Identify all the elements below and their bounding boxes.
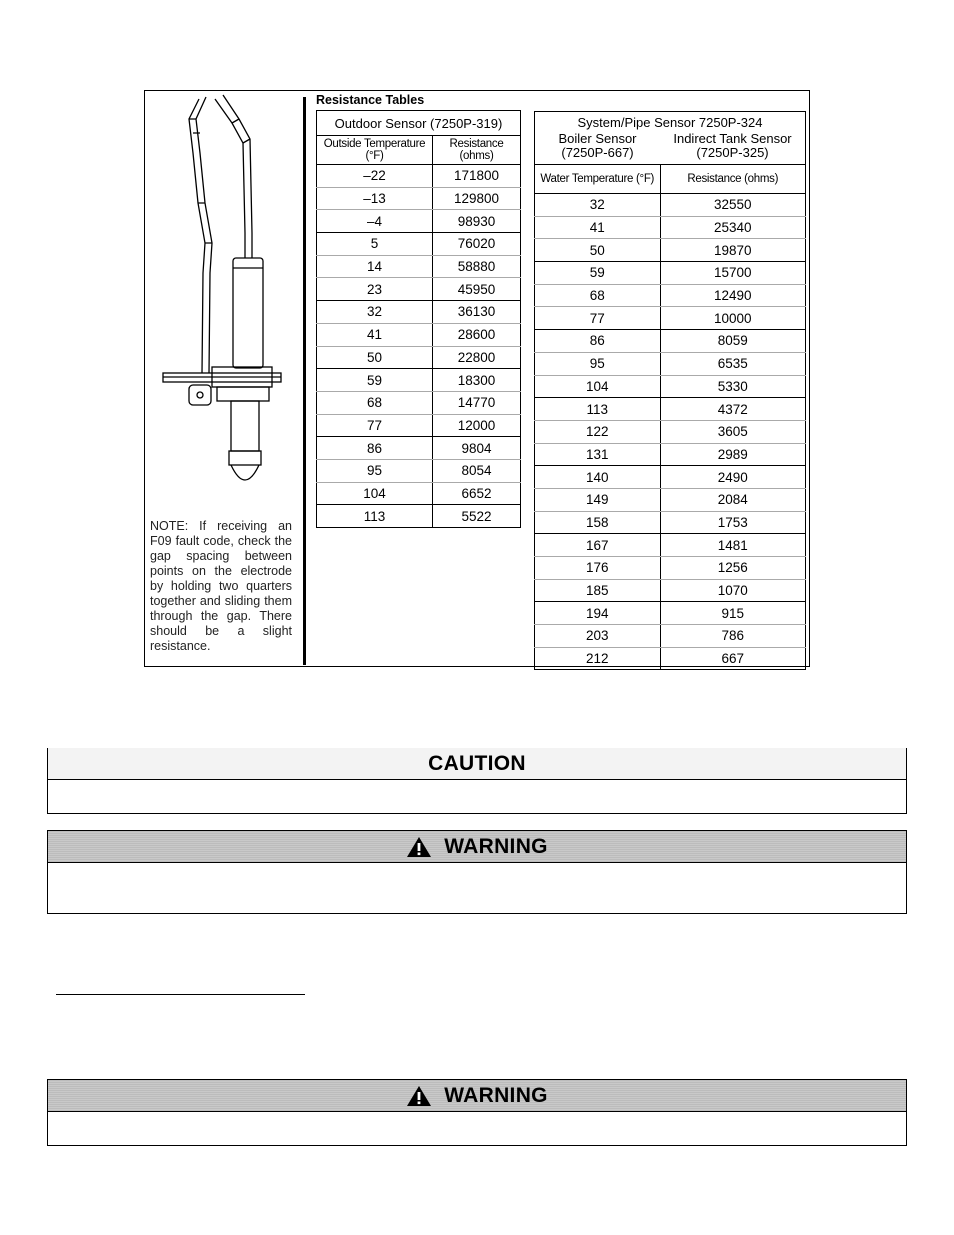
temperature-cell: 212 — [535, 647, 661, 670]
resistance-cell: 8059 — [660, 330, 806, 353]
temperature-cell: –13 — [317, 187, 433, 210]
resistance-cell: 58880 — [433, 255, 521, 278]
resistance-cell: 2084 — [660, 488, 806, 511]
resistance-cell: 171800 — [433, 165, 521, 188]
temperature-cell: 113 — [535, 398, 661, 421]
temperature-cell: 113 — [317, 505, 433, 528]
system-table-title: System/Pipe Sensor 7250P-324 — [535, 112, 806, 133]
temperature-cell: 95 — [317, 459, 433, 482]
resistance-cell: 786 — [660, 625, 806, 648]
temperature-cell: 77 — [317, 414, 433, 437]
temperature-cell: 104 — [535, 375, 661, 398]
temperature-cell: 32 — [317, 301, 433, 324]
resistance-cell: 129800 — [433, 187, 521, 210]
table-row — [317, 482, 521, 505]
table-row — [317, 255, 521, 278]
temperature-cell: 32 — [535, 194, 661, 217]
temperature-cell: 95 — [535, 352, 661, 375]
table-row — [535, 579, 806, 602]
resistance-cell: 18300 — [433, 369, 521, 392]
temperature-cell: 50 — [317, 346, 433, 369]
table-row — [317, 165, 521, 188]
resistance-cell: 28600 — [433, 323, 521, 346]
resistance-cell: 10000 — [660, 307, 806, 330]
table-row — [535, 625, 806, 648]
resistance-cell: 19870 — [660, 239, 806, 262]
figure-divider — [303, 97, 306, 665]
resistance-cell: 6535 — [660, 352, 806, 375]
resistance-cell: 8054 — [433, 459, 521, 482]
system-col-resistance: Resistance (ohms) — [660, 165, 806, 194]
resistance-cell: 3605 — [660, 420, 806, 443]
resistance-cell: 1070 — [660, 579, 806, 602]
table-row — [535, 262, 806, 285]
outdoor-col-resistance: Resistance (ohms) — [433, 136, 521, 165]
warning-header-1 — [48, 831, 906, 863]
temperature-cell: 41 — [535, 216, 661, 239]
table-row — [317, 391, 521, 414]
temperature-cell: 59 — [317, 369, 433, 392]
table-row — [535, 352, 806, 375]
resistance-cell: 32550 — [660, 194, 806, 217]
table-row — [317, 210, 521, 233]
temperature-cell: 140 — [535, 466, 661, 489]
underlined-heading-rule — [56, 994, 305, 995]
temperature-cell: 86 — [535, 330, 661, 353]
caution-box — [47, 748, 907, 814]
temperature-cell: 131 — [535, 443, 661, 466]
resistance-cell: 22800 — [433, 346, 521, 369]
resistance-cell: 25340 — [660, 216, 806, 239]
temperature-cell: 23 — [317, 278, 433, 301]
table-row — [535, 307, 806, 330]
temperature-cell: 176 — [535, 557, 661, 580]
table-row — [535, 398, 806, 421]
outdoor-sensor-table — [316, 110, 521, 528]
table-row — [317, 233, 521, 256]
temperature-cell: –4 — [317, 210, 433, 233]
table-row — [317, 369, 521, 392]
system-col-temperature: Water Temperature (°F) — [535, 165, 661, 194]
resistance-cell: 5522 — [433, 505, 521, 528]
resistance-cell: 1753 — [660, 511, 806, 534]
temperature-cell: 167 — [535, 534, 661, 557]
table-row — [317, 414, 521, 437]
temperature-cell: 50 — [535, 239, 661, 262]
table-row — [535, 330, 806, 353]
temperature-cell: 86 — [317, 437, 433, 460]
temperature-cell: 5 — [317, 233, 433, 256]
temperature-cell: 41 — [317, 323, 433, 346]
warning-label-2: WARNING — [444, 1083, 548, 1107]
f09-fault-note: NOTE: If receiving an F09 fault code, check the gap spacing between points on the electrode by holding two quarters together and sliding them through the gap. There should be a slight resistance. — [150, 519, 292, 653]
resistance-cell: 667 — [660, 647, 806, 670]
warning-body-1 — [48, 863, 906, 913]
table-row — [535, 557, 806, 580]
table-row — [535, 420, 806, 443]
electrode-illustration — [157, 93, 287, 493]
table-row — [535, 284, 806, 307]
table-row — [317, 278, 521, 301]
resistance-cell: 5330 — [660, 375, 806, 398]
warning-header-2 — [48, 1080, 906, 1112]
temperature-cell: 68 — [535, 284, 661, 307]
resistance-cell: 12490 — [660, 284, 806, 307]
resistance-cell: 14770 — [433, 391, 521, 414]
temperature-cell: 194 — [535, 602, 661, 625]
caution-header — [48, 748, 906, 780]
table-row — [535, 375, 806, 398]
table-row — [535, 534, 806, 557]
temperature-cell: 59 — [535, 262, 661, 285]
temperature-cell: 158 — [535, 511, 661, 534]
table-row — [535, 488, 806, 511]
outdoor-table-title: Outdoor Sensor (7250P-319) — [317, 111, 521, 136]
temperature-cell: –22 — [317, 165, 433, 188]
resistance-figure — [144, 90, 810, 667]
warning-box-1 — [47, 830, 907, 914]
resistance-cell: 9804 — [433, 437, 521, 460]
resistance-cell: 76020 — [433, 233, 521, 256]
table-row — [535, 647, 806, 670]
table-row — [535, 511, 806, 534]
resistance-cell: 45950 — [433, 278, 521, 301]
table-row — [317, 323, 521, 346]
table-row — [317, 459, 521, 482]
table-row — [317, 187, 521, 210]
resistance-cell: 4372 — [660, 398, 806, 421]
temperature-cell: 203 — [535, 625, 661, 648]
outdoor-col-temperature: Outside Temperature (°F) — [317, 136, 433, 165]
table-row — [535, 194, 806, 217]
warning-label-1: WARNING — [444, 834, 548, 858]
temperature-cell: 68 — [317, 391, 433, 414]
table-row — [317, 301, 521, 324]
resistance-cell: 1256 — [660, 557, 806, 580]
resistance-cell: 98930 — [433, 210, 521, 233]
temperature-cell: 104 — [317, 482, 433, 505]
caution-label: CAUTION — [428, 751, 526, 775]
temperature-cell: 122 — [535, 420, 661, 443]
system-pipe-sensor-table — [534, 111, 806, 670]
boiler-sensor-header: Boiler Sensor (7250P-667) — [535, 132, 661, 165]
warning-triangle-icon — [406, 1085, 432, 1107]
table-row — [317, 505, 521, 528]
temperature-cell: 77 — [535, 307, 661, 330]
resistance-cell: 12000 — [433, 414, 521, 437]
resistance-cell: 2490 — [660, 466, 806, 489]
resistance-tables-title: Resistance Tables — [316, 93, 425, 107]
table-row — [535, 216, 806, 239]
temperature-cell: 14 — [317, 255, 433, 278]
indirect-tank-sensor-header: Indirect Tank Sensor (7250P-325) — [660, 132, 806, 165]
resistance-cell: 6652 — [433, 482, 521, 505]
caution-body — [48, 780, 906, 813]
table-row — [535, 466, 806, 489]
warning-triangle-icon — [406, 836, 432, 858]
warning-body-2 — [48, 1112, 906, 1146]
table-row — [535, 602, 806, 625]
table-row — [535, 443, 806, 466]
temperature-cell: 149 — [535, 488, 661, 511]
table-row — [317, 437, 521, 460]
temperature-cell: 185 — [535, 579, 661, 602]
resistance-cell: 15700 — [660, 262, 806, 285]
resistance-cell: 915 — [660, 602, 806, 625]
table-row — [317, 346, 521, 369]
resistance-cell: 1481 — [660, 534, 806, 557]
table-row — [535, 239, 806, 262]
resistance-cell: 2989 — [660, 443, 806, 466]
warning-box-2 — [47, 1079, 907, 1146]
resistance-cell: 36130 — [433, 301, 521, 324]
